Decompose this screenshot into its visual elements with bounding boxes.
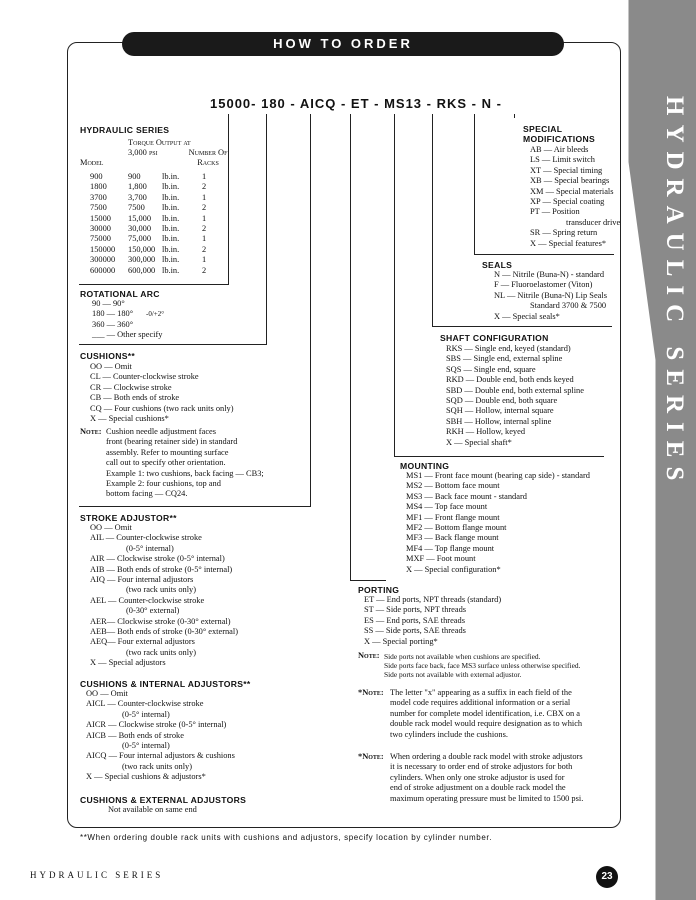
stroke-heading: STROKE ADJUSTOR** bbox=[80, 513, 177, 523]
table-cell: 2 bbox=[202, 203, 207, 213]
list-item: Cushion needle adjustment faces bbox=[106, 427, 217, 436]
table-cell: 3,700 bbox=[128, 192, 147, 202]
table-cell: 1800 bbox=[90, 182, 107, 192]
arc-heading: ROTATIONAL ARC bbox=[80, 289, 160, 299]
list-item: CL — Counter-clockwise stroke bbox=[90, 372, 199, 382]
special-heading: SPECIAL MODIFICATIONS bbox=[523, 124, 596, 144]
list-item: (two rack units only) bbox=[126, 585, 197, 595]
list-item: F — Fluoroelastomer (Viton) bbox=[494, 280, 593, 290]
list-item: 360 — 360° bbox=[92, 319, 134, 329]
table-cell: 300,000 bbox=[128, 255, 156, 265]
list-item: bottom facing — CQ24. bbox=[106, 489, 188, 499]
cush-int-list bbox=[86, 689, 235, 783]
list-item: CB — Both ends of stroke bbox=[90, 393, 180, 403]
table-cell: 2 bbox=[202, 182, 207, 192]
list-item: ES — End ports, SAE threads bbox=[364, 615, 465, 625]
list-item: AICL — Counter-clockwise stroke bbox=[86, 699, 204, 709]
list-item: MF4 — Top flange mount bbox=[406, 543, 495, 553]
table-cell: 75000 bbox=[90, 234, 111, 244]
connector-line bbox=[474, 254, 614, 255]
list-item: MF2 — Bottom flange mount bbox=[406, 522, 507, 532]
list-item: AEL — Counter-clockwise stroke bbox=[90, 595, 205, 605]
list-item: Example 2: four cushions, top and bbox=[106, 478, 221, 488]
table-cell: 1 bbox=[202, 172, 207, 181]
note2-label: *Note: bbox=[358, 752, 384, 761]
table-row bbox=[90, 245, 220, 255]
list-item: RKS — Single end, keyed (standard) bbox=[446, 344, 571, 353]
page-number: 23 bbox=[596, 866, 618, 888]
table-cell: 600,000 bbox=[128, 265, 156, 275]
cushions-list bbox=[90, 362, 234, 424]
list-item: AEB— Both ends of stroke (0-30° external) bbox=[90, 626, 239, 636]
table-row bbox=[90, 203, 220, 213]
table-row bbox=[90, 255, 220, 265]
list-item: ET — End ports, NPT threads (standard) bbox=[364, 595, 502, 604]
seals-heading: SEALS bbox=[482, 260, 513, 270]
list-item: Side ports not available when cushions are specified. bbox=[384, 652, 541, 661]
cush-ext-heading: CUSHIONS & EXTERNAL ADJUSTORS bbox=[80, 795, 247, 805]
cush-int-heading: CUSHIONS & INTERNAL ADJUSTORS** bbox=[80, 679, 251, 689]
stroke-list bbox=[90, 523, 238, 668]
list-item: When ordering a double rack model with stroke adjustors bbox=[390, 752, 583, 761]
table-cell: 1 bbox=[202, 234, 207, 244]
table-cell: lb.in. bbox=[162, 265, 180, 275]
list-item: X — Special cushions* bbox=[90, 413, 169, 423]
table-cell: lb.in. bbox=[162, 234, 180, 244]
hydraulic-heading: HYDRAULIC SERIES bbox=[80, 125, 170, 135]
table-row bbox=[90, 234, 220, 244]
list-item: MXF — Foot mount bbox=[406, 554, 476, 564]
cushions-heading: CUSHIONS** bbox=[80, 351, 136, 361]
list-item: NL — Nitrile (Buna-N) Lip Seals bbox=[494, 290, 607, 300]
list-item: Standard 3700 & 7500 bbox=[530, 301, 607, 311]
list-item: SBD — Double end, both external spline bbox=[446, 385, 584, 395]
list-item: two cylinders include the cushions. bbox=[390, 729, 508, 739]
list-item: Side ports face back, face MS3 surface unless otherwise specified. bbox=[384, 661, 581, 670]
list-item: RKD — Double end, both ends keyed bbox=[446, 375, 574, 385]
table-cell: 300000 bbox=[90, 255, 116, 265]
table-cell: 2 bbox=[202, 244, 207, 254]
list-item: AICB — Both ends of stroke bbox=[86, 730, 184, 740]
table-cell: 1 bbox=[202, 213, 207, 223]
table-cell: 7500 bbox=[90, 203, 107, 213]
table-cell: lb.in. bbox=[162, 203, 180, 213]
list-item: MF1 — Front flange mount bbox=[406, 512, 500, 522]
table-cell: 15,000 bbox=[128, 213, 152, 223]
porting-note bbox=[384, 652, 580, 679]
list-item: CR — Clockwise stroke bbox=[90, 382, 172, 392]
table-cell: lb.in. bbox=[162, 213, 180, 223]
table-cell: 2 bbox=[202, 223, 207, 233]
mounting-list bbox=[406, 471, 590, 575]
list-item: N — Nitrile (Buna-N) - standard bbox=[494, 270, 605, 279]
table-cell: lb.in. bbox=[162, 255, 180, 265]
list-item: XP — Special coating bbox=[530, 196, 605, 206]
list-item: AB — Air bleeds bbox=[530, 145, 589, 154]
connector-line bbox=[310, 114, 311, 506]
list-item: MS2 — Bottom face mount bbox=[406, 481, 500, 491]
side-tab-title: HYDRAULIC SERIES bbox=[661, 96, 688, 490]
list-item: (0-5° internal) bbox=[122, 709, 170, 719]
list-item: AICQ — Four internal adjustors & cushions bbox=[86, 751, 235, 761]
list-item: SQD — Double end, both square bbox=[446, 395, 558, 405]
table-cell: lb.in. bbox=[162, 192, 180, 202]
table-row bbox=[90, 266, 220, 276]
list-item: SS — Side ports, SAE threads bbox=[364, 626, 466, 636]
list-item: number for complete model identification, i.e. CBX on a bbox=[390, 708, 581, 718]
table-cell: 1,800 bbox=[128, 182, 147, 192]
page-title: HOW TO ORDER bbox=[122, 32, 564, 56]
list-item: X — Special porting* bbox=[364, 636, 438, 646]
table-row bbox=[90, 214, 220, 224]
list-item: (two rack units only) bbox=[126, 647, 197, 657]
list-item: cylinders. When only one stroke adjustor is used for bbox=[390, 772, 565, 782]
table-cell: 600000 bbox=[90, 265, 116, 275]
table-cell: lb.in. bbox=[162, 223, 180, 233]
list-item: AIR — Clockwise stroke (0-5° internal) bbox=[90, 554, 225, 564]
list-item: front (bearing retainer side) in standard bbox=[106, 437, 238, 447]
shaft-list bbox=[446, 344, 584, 448]
list-item: RKH — Hollow, keyed bbox=[446, 427, 526, 437]
list-item: (0-5° internal) bbox=[126, 543, 174, 553]
list-item: MF3 — Back flange mount bbox=[406, 533, 499, 543]
note2-text bbox=[390, 752, 583, 804]
table-cell: lb.in. bbox=[162, 182, 180, 192]
list-item: SQS — Single end, square bbox=[446, 364, 536, 374]
list-item: (0-5° internal) bbox=[122, 740, 170, 750]
list-item: AIB — Both ends of stroke (0-5° internal) bbox=[90, 564, 233, 574]
list-item: SBS — Single end, external spline bbox=[446, 354, 563, 364]
list-item: maximum operating pressure must be limited to 1500 psi. bbox=[390, 793, 584, 803]
model-code: 15000- 180 - AICQ - ET - MS13 - RKS - N - bbox=[210, 96, 502, 111]
list-item: AEQ— Four external adjustors bbox=[90, 637, 195, 647]
connector-line bbox=[432, 114, 433, 326]
connector-line bbox=[350, 580, 386, 581]
porting-note-label: Note: bbox=[358, 651, 380, 660]
list-item: double rack model would require designation as to which bbox=[390, 719, 583, 729]
list-item: SBH — Hollow, internal spline bbox=[446, 416, 552, 426]
cushions-note bbox=[106, 427, 264, 500]
list-item: X — Special shaft* bbox=[446, 437, 512, 447]
list-item: OO — Omit bbox=[90, 362, 132, 371]
col-torque: Torque Output at 3,000 psi bbox=[128, 138, 191, 158]
table-cell: 7500 bbox=[128, 203, 145, 213]
list-item: OO — Omit bbox=[90, 523, 132, 532]
shaft-heading: SHAFT CONFIGURATION bbox=[440, 333, 549, 343]
connector-line bbox=[79, 344, 267, 345]
special-list bbox=[530, 145, 620, 249]
list-item: assembly. Refer to mounting surface bbox=[106, 447, 229, 457]
list-item: X — Special seals* bbox=[494, 311, 560, 321]
list-item: call out to specify other orientation. bbox=[106, 458, 226, 468]
list-item: XM — Special materials bbox=[530, 186, 614, 196]
table-cell: 150,000 bbox=[128, 244, 156, 254]
list-item: AER— Clockwise stroke (0-30° external) bbox=[90, 616, 231, 626]
table-cell: 30,000 bbox=[128, 223, 152, 233]
cushions-note-label: Note: bbox=[80, 427, 102, 436]
hydraulic-table bbox=[90, 172, 220, 276]
list-item: MS4 — Top face mount bbox=[406, 502, 488, 512]
list-item: (0-30° external) bbox=[126, 606, 180, 616]
arc-tolerance: -0/+2° bbox=[146, 310, 165, 318]
list-item: X — Special adjustors bbox=[90, 658, 166, 668]
list-item: 180 — 180° bbox=[92, 309, 134, 319]
mounting-heading: MOUNTING bbox=[400, 461, 450, 471]
connector-line bbox=[350, 114, 351, 580]
list-item: model code requires additional information or a serial bbox=[390, 698, 571, 708]
list-item: 90 — 90° bbox=[92, 299, 125, 308]
list-item: AICR — Clockwise stroke (0-5° internal) bbox=[86, 720, 227, 730]
connector-line bbox=[228, 114, 229, 284]
list-item: MS3 — Back face mount - standard bbox=[406, 491, 527, 501]
table-cell: 1 bbox=[202, 255, 207, 265]
table-row bbox=[90, 182, 220, 192]
table-cell: lb.in. bbox=[162, 244, 180, 254]
table-row bbox=[90, 224, 220, 234]
note1-label: *Note: bbox=[358, 688, 384, 697]
list-item: transducer drive bbox=[566, 217, 621, 227]
note1-text bbox=[390, 688, 582, 740]
list-item: end of stroke adjustment on a double rack model the bbox=[390, 783, 566, 793]
list-item: PT — Position bbox=[530, 207, 580, 217]
list-item: SQH — Hollow, internal square bbox=[446, 406, 554, 416]
footnote: **When ordering double rack units with cushions and adjustors, specify location by cylinder number. bbox=[80, 833, 493, 842]
footer-title: HYDRAULIC SERIES bbox=[30, 870, 164, 880]
porting-list bbox=[364, 595, 501, 647]
list-item: The letter "x" appearing as a suffix in each field of the bbox=[390, 688, 572, 697]
list-item: XT — Special timing bbox=[530, 165, 603, 175]
list-item: ST — Side ports, NPT threads bbox=[364, 605, 467, 615]
table-cell: 1 bbox=[202, 192, 207, 202]
table-cell: lb.in. bbox=[162, 172, 180, 181]
connector-line bbox=[474, 114, 475, 254]
connector-line bbox=[394, 456, 604, 457]
connector-line bbox=[79, 506, 311, 507]
col-racks: Number Of Racks bbox=[188, 148, 228, 168]
list-item: SR — Spring return bbox=[530, 228, 598, 238]
table-cell: 30000 bbox=[90, 223, 111, 233]
connector-line bbox=[432, 326, 612, 327]
connector-line bbox=[79, 284, 229, 285]
list-item: (two rack units only) bbox=[122, 761, 193, 771]
list-item: X — Special cushions & adjustors* bbox=[86, 772, 206, 782]
list-item: XB — Special bearings bbox=[530, 176, 610, 186]
connector-line bbox=[266, 114, 267, 344]
table-cell: 3700 bbox=[90, 192, 107, 202]
list-item: X — Special features* bbox=[530, 238, 607, 248]
col-model: Model bbox=[80, 158, 104, 167]
table-row bbox=[90, 172, 220, 182]
table-cell: 150000 bbox=[90, 244, 116, 254]
list-item: AIL — Counter-clockwise stroke bbox=[90, 533, 202, 543]
connector-line bbox=[514, 114, 515, 118]
arc-list bbox=[92, 299, 165, 341]
cush-ext-note: Not available on same end bbox=[108, 805, 197, 814]
table-cell: 900 bbox=[90, 172, 103, 181]
list-item: Example 1: two cushions, back facing — CB3; bbox=[106, 468, 264, 478]
list-item: X — Special configuration* bbox=[406, 564, 501, 574]
table-cell: 15000 bbox=[90, 213, 111, 223]
list-item: it is necessary to order end of stroke adjustors for both bbox=[390, 762, 573, 772]
table-cell: 900 bbox=[128, 172, 141, 181]
table-row bbox=[90, 193, 220, 203]
table-cell: 2 bbox=[202, 265, 207, 275]
list-item: AIQ — Four internal adjustors bbox=[90, 574, 194, 584]
list-item: Side ports not available with external adjustor. bbox=[384, 670, 522, 679]
list-item: LS — Limit switch bbox=[530, 155, 595, 165]
list-item: OO — Omit bbox=[86, 689, 128, 698]
table-cell: 75,000 bbox=[128, 234, 152, 244]
list-item: ___ — Other specify bbox=[92, 330, 163, 340]
seals-list bbox=[494, 270, 607, 322]
connector-line bbox=[394, 114, 395, 456]
list-item: CQ — Four cushions (two rack units only) bbox=[90, 403, 234, 413]
porting-heading: PORTING bbox=[358, 585, 400, 595]
list-item: MS1 — Front face mount (bearing cap side) - standard bbox=[406, 471, 590, 480]
